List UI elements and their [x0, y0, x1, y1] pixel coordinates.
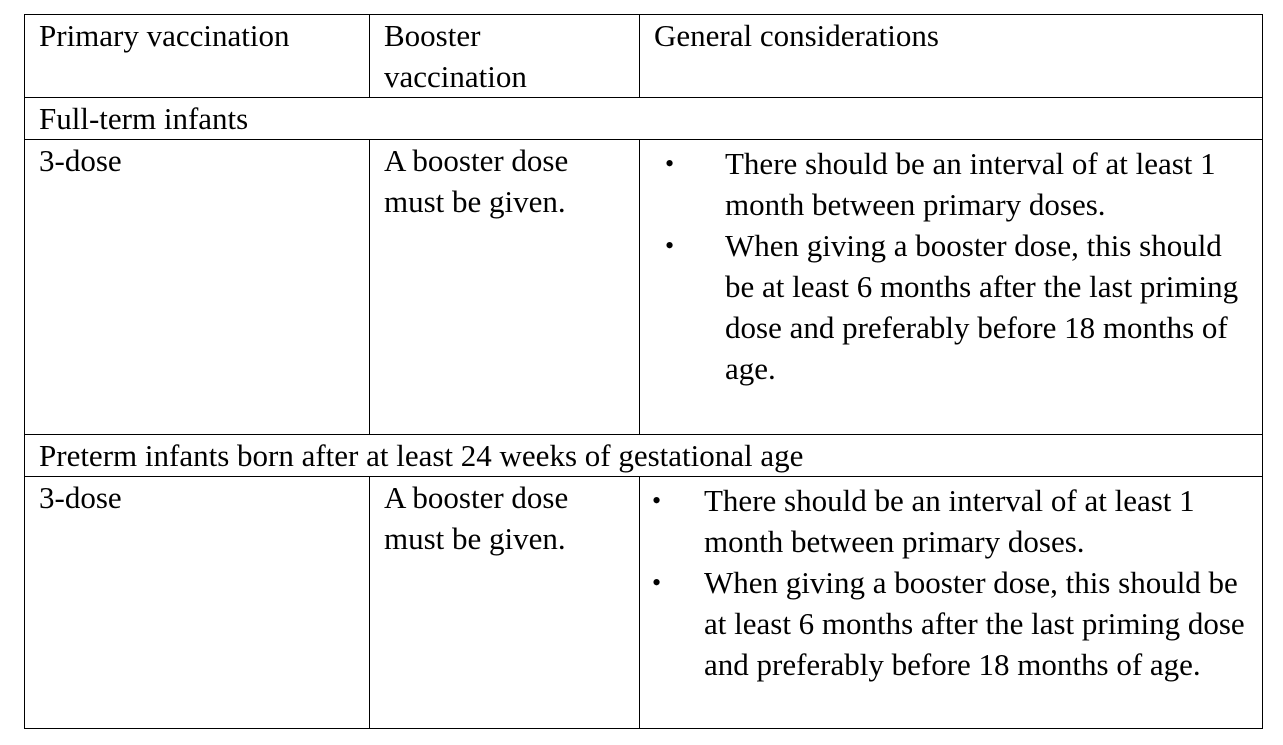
section-title-preterm-infants: Preterm infants born after at least 24 weeks of gestational age: [25, 435, 1263, 477]
bullet-icon: •: [665, 149, 675, 178]
header-general-considerations: General considerations: [640, 15, 1263, 98]
header-booster-vaccination: Booster vaccination: [370, 15, 640, 98]
consideration-text: When giving a booster dose, this should be at least 6 months after the last priming dose and preferably before 18 months of age.: [704, 565, 1245, 682]
cell-considerations-preterm: [640, 477, 1263, 729]
list-item: [652, 562, 1248, 685]
section-title-full-term-infants: Full-term infants: [25, 98, 1263, 140]
bullet-icon: •: [665, 231, 675, 260]
vaccination-schedule-table: [24, 14, 1263, 729]
table-row-full-term: [25, 140, 1263, 435]
bullet-icon: •: [652, 486, 662, 515]
cell-considerations-full-term: [640, 140, 1263, 435]
consideration-text: There should be an interval of at least 1 month between primary doses.: [725, 146, 1216, 222]
consideration-text: There should be an interval of at least 1 month between primary doses.: [704, 483, 1195, 559]
section-row-full-term: [25, 98, 1263, 140]
table-row-preterm: [25, 477, 1263, 729]
cell-booster-preterm: A booster dose must be given.: [370, 477, 640, 729]
header-row: [25, 15, 1263, 98]
section-row-preterm: [25, 435, 1263, 477]
list-item: [665, 225, 1248, 389]
cell-primary-full-term: 3-dose: [25, 140, 370, 435]
considerations-list-full-term: [654, 140, 1248, 389]
header-primary-vaccination: Primary vaccination: [25, 15, 370, 98]
cell-primary-preterm: 3-dose: [25, 477, 370, 729]
bullet-icon: •: [652, 568, 662, 597]
cell-booster-full-term: A booster dose must be given.: [370, 140, 640, 435]
list-item: [652, 480, 1248, 562]
consideration-text: When giving a booster dose, this should be at least 6 months after the last priming dose and preferably before 18 months of age.: [725, 228, 1239, 386]
list-item: [665, 143, 1248, 225]
considerations-list-preterm: [654, 477, 1248, 685]
